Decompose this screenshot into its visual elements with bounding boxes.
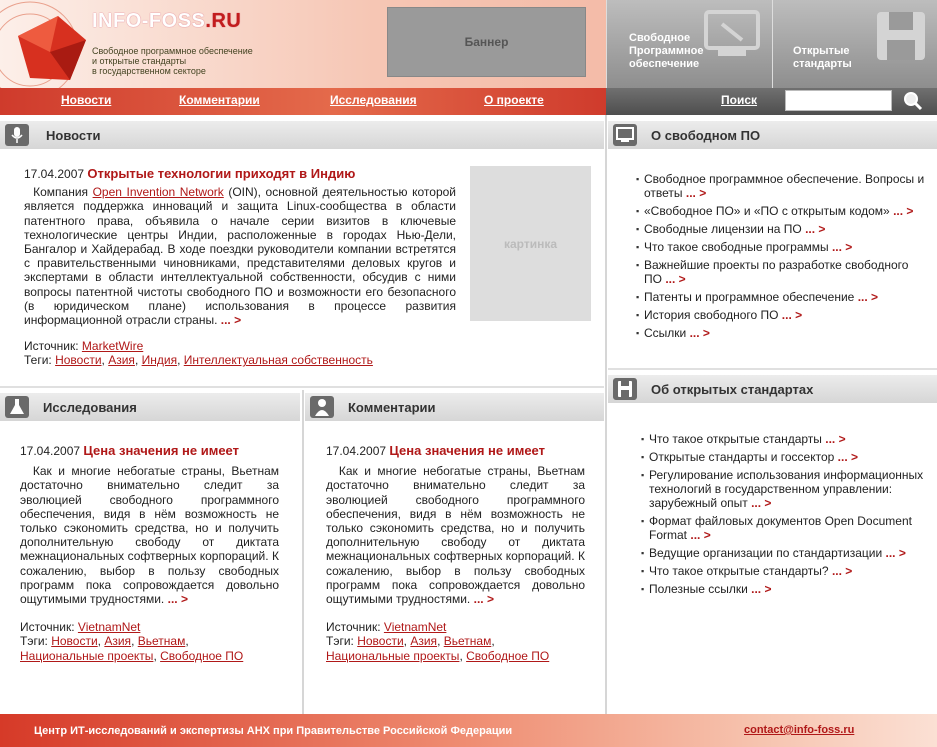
read-more-link[interactable]: ... > (831, 564, 853, 578)
list-item-link[interactable]: Формат файловых документов Open Document Format (649, 514, 912, 542)
article-body (24, 185, 456, 327)
read-more-link[interactable]: ... > (473, 592, 494, 607)
list-item-link[interactable]: Ведущие организации по стандартизации (649, 546, 883, 560)
list-item (641, 582, 931, 596)
research-section-header (0, 393, 300, 421)
article-headline[interactable]: Цена значения не имеет (389, 443, 545, 458)
list-item (636, 222, 926, 236)
list-item-link[interactable]: Свободные лицензии на ПО (644, 222, 802, 236)
list-item (636, 326, 926, 340)
tag-link[interactable]: Свободное ПО (160, 648, 244, 663)
list-item (636, 240, 926, 254)
list-item-link[interactable]: Важнейшие проекты по разработке свободного ПО (644, 258, 909, 286)
search-input[interactable] (785, 90, 892, 111)
search-bar (606, 88, 937, 115)
article-body (326, 464, 585, 606)
source-link[interactable]: VietnamNet (77, 620, 141, 635)
list-item (636, 204, 926, 218)
read-more-link[interactable]: ... > (825, 432, 846, 446)
about-free-list (636, 172, 926, 344)
tags-label: Тэги: (326, 634, 354, 649)
list-item-link[interactable]: Полезные ссылки (649, 582, 748, 596)
tag-link[interactable]: Вьетнам (443, 634, 492, 649)
read-more-link[interactable]: ... > (781, 308, 803, 322)
article-body-text: (OIN), основной деятельностью которой является поддержка инноваций и защита Linux-сообщества в области патентного права, объявила о начале серии визитов в ключевые технологические центры Индии, расположенные в городах Нью-Дели, Бангалор и Хайдерабад. В ходе поездки руководители компании встретятся с правительственными чиновниками, представителями деловых кругов и экспертами в области интеллектуальной собственности, обсудив с ними вопросы патентной чистоты свободного ПО и возможности его безопасного (в юридическом плане) использования в процессе развития информационной отрасли страны. (24, 185, 456, 328)
site-tagline (92, 46, 253, 76)
article-inline-link[interactable]: Open Invention Network (92, 185, 224, 200)
list-item-link[interactable]: Что такое открытые стандарты? (649, 564, 829, 578)
read-more-link[interactable]: ... > (857, 290, 879, 304)
article-source (326, 620, 585, 634)
tags-label: Тэги: (20, 634, 48, 649)
article-body-text: Как и многие небогатые страны, Вьетнам достаточно внимательно следит за эволюцией свободного программного обеспечения, видя в нём возможность не только сэкономить средства, но и получить дополнительную свободу от диктата межнациональных софтверных корпораций. К сожалению, выбор в пользу свободных программ пока сопровождается довольно ощутимыми трудностями. (326, 464, 585, 607)
article-tags: Теги: Новости, Азия, Индия, Интеллектуальная собственность (24, 353, 373, 368)
source-label: Источник: (326, 620, 381, 635)
list-item-link[interactable]: История свободного ПО (644, 308, 779, 322)
monitor-icon (613, 124, 637, 146)
read-more-link[interactable]: ... > (885, 546, 906, 560)
search-link[interactable]: Поиск (721, 93, 758, 107)
tag-link[interactable]: Азия (108, 353, 135, 368)
news-picture: картинка (470, 166, 591, 321)
tag-link[interactable]: Новости (357, 634, 404, 649)
list-item (636, 258, 926, 286)
read-more-link[interactable]: ... > (751, 496, 772, 510)
list-item-link[interactable]: Свободное программное обеспечение. Вопросы и ответы (644, 172, 925, 200)
read-more-link[interactable]: ... > (690, 528, 711, 542)
header-box-free-software-label (629, 32, 704, 71)
box-line: стандарты (793, 58, 852, 70)
source-label: Источник: (20, 620, 75, 635)
news-section-title: Новости (46, 128, 101, 143)
nav-research[interactable]: Исследования (330, 93, 417, 107)
about-open-list (641, 432, 931, 600)
about-free-header (608, 121, 937, 149)
tag-link[interactable]: Индия (141, 353, 178, 368)
list-item (641, 432, 931, 446)
header-box-open-standards-label (793, 45, 852, 71)
footer-organization: Центр ИТ-исследований и экспертизы АНХ при Правительстве Российской Федерации (34, 725, 513, 737)
tag-link[interactable]: Азия (410, 634, 438, 649)
list-item (636, 290, 926, 304)
tag-link[interactable]: Интеллектуальная собственность (183, 353, 373, 368)
tagline-line: в государственном секторе (92, 66, 206, 76)
list-item-link[interactable]: Что такое свободные программы (644, 240, 829, 254)
read-more-link[interactable]: ... > (751, 582, 772, 596)
article-tags: Тэги: Новости, Азия, Вьетнам, Национальные проекты, Свободное ПО (20, 634, 244, 663)
comments-section-header (305, 393, 604, 421)
tag-link[interactable]: Новости (55, 353, 102, 368)
list-item-link[interactable]: Открытые стандарты и госсектор (649, 450, 835, 464)
tagline-line: и открытые стандарты (92, 56, 187, 66)
news-article (24, 167, 456, 368)
box-line: обеспечение (629, 58, 700, 70)
divider (302, 390, 304, 714)
comments-article (326, 444, 585, 663)
box-line: Свободное (629, 32, 691, 44)
comments-section-title: Комментарии (348, 400, 436, 415)
divider (605, 115, 607, 714)
article-date: 17.04.2007 (20, 444, 81, 458)
banner[interactable]: Баннер (387, 7, 586, 77)
article-body-text: Как и многие небогатые страны, Вьетнам достаточно внимательно следит за эволюцией свободного программного обеспечения, видя в нём возможность не только сэкономить средства, но и получить дополнительную свободу от диктата межнациональных софтверных корпораций. К сожалению, выбор в пользу свободных программ пока сопровождается довольно ощутимыми трудностями. (20, 464, 279, 607)
floppy-disk-icon (871, 6, 931, 66)
research-article (20, 444, 279, 663)
about-free-title: О свободном ПО (651, 128, 761, 143)
tag-link[interactable]: Новости (51, 634, 98, 649)
logo-title-suffix: .RU (205, 10, 242, 32)
list-item-link[interactable]: Регулирование использования информационных технологий в государственном управлении: зарубежный опыт (649, 468, 924, 510)
microphone-icon (5, 124, 29, 146)
read-more-link[interactable]: ... > (837, 450, 858, 464)
person-icon (310, 396, 334, 418)
read-more-link[interactable]: ... > (893, 204, 914, 218)
article-source (20, 620, 279, 634)
list-item (636, 172, 926, 200)
tag-link[interactable]: Вьетнам (137, 634, 186, 649)
about-open-title: Об открытых стандартах (651, 382, 814, 397)
read-more-link[interactable]: ... > (805, 222, 826, 236)
tag-link[interactable]: Национальные проекты (326, 648, 460, 663)
list-item (641, 546, 931, 560)
flask-icon (5, 396, 29, 418)
list-item-link[interactable]: Патенты и программное обеспечение (644, 290, 855, 304)
logo-title-main: INFO-FOSS (92, 10, 206, 32)
floppy-disk-icon (613, 378, 637, 400)
tagline-line: Свободное программное обеспечение (92, 46, 253, 56)
footer-email-link[interactable]: contact@info-foss.ru (744, 724, 855, 736)
divider (0, 386, 604, 388)
main-nav (0, 88, 606, 115)
site-footer (0, 714, 937, 747)
nav-about[interactable]: О проекте (484, 93, 544, 107)
site-header (0, 0, 937, 88)
tag-link[interactable]: Национальные проекты (20, 648, 154, 663)
source-label: Источник: (24, 339, 79, 354)
list-item-link[interactable]: Ссылки (644, 326, 687, 340)
news-section-header (0, 121, 604, 149)
about-open-header (608, 375, 937, 403)
article-headline[interactable]: Цена значения не имеет (83, 443, 239, 458)
tag-link[interactable]: Азия (104, 634, 132, 649)
read-more-link[interactable]: ... > (665, 272, 686, 286)
read-more-link[interactable]: ... > (167, 592, 188, 607)
list-item (641, 514, 931, 542)
read-more-link[interactable]: ... > (831, 240, 853, 254)
article-body (20, 464, 279, 606)
article-source (24, 339, 456, 353)
header-box-free-software[interactable] (606, 0, 772, 88)
list-item-link[interactable]: «Свободное ПО» и «ПО с открытым кодом» (644, 204, 890, 218)
list-item (641, 564, 931, 578)
nav-news[interactable]: Новости (61, 93, 112, 107)
box-line: Открытые (793, 45, 850, 57)
read-more-link[interactable]: ... > (685, 186, 707, 200)
nav-comments[interactable]: Комментарии (179, 93, 260, 107)
read-more-link[interactable]: ... > (689, 326, 710, 340)
list-item (641, 450, 931, 464)
article-headline[interactable]: Открытые технологии приходят в Индию (87, 166, 356, 181)
list-item (636, 308, 926, 322)
tags-label: Теги: (24, 353, 52, 368)
header-box-open-standards[interactable] (772, 0, 937, 88)
article-date: 17.04.2007 (326, 444, 387, 458)
site-logo-title[interactable] (92, 10, 241, 33)
list-item-link[interactable]: Что такое открытые стандарты (649, 432, 822, 446)
monitor-icon (700, 6, 766, 62)
logo-graphic (0, 0, 90, 88)
search-icon[interactable] (903, 91, 923, 111)
box-line: Программное (629, 45, 704, 57)
read-more-link[interactable]: ... > (220, 313, 242, 328)
article-date: 17.04.2007 (24, 167, 85, 181)
tag-link[interactable]: Свободное ПО (466, 648, 550, 663)
divider (608, 368, 937, 370)
article-tags: Тэги: Новости, Азия, Вьетнам, Национальные проекты, Свободное ПО (326, 634, 550, 663)
list-item (641, 468, 931, 510)
research-section-title: Исследования (43, 400, 137, 415)
source-link[interactable]: MarketWire (81, 339, 144, 354)
article-lead: Компания (33, 185, 89, 200)
source-link[interactable]: VietnamNet (383, 620, 447, 635)
